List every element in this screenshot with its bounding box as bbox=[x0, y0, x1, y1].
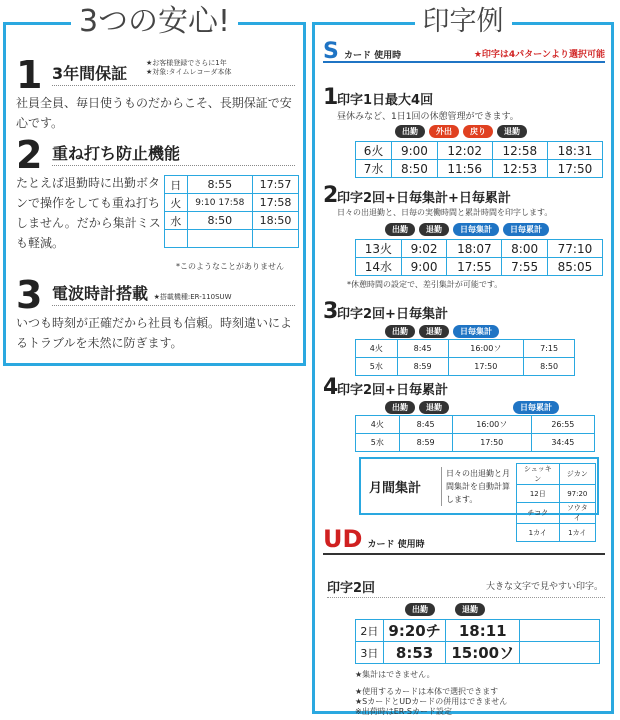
print-3-table bbox=[355, 339, 575, 376]
feature-2-heading: 重ね打ち防止機能 bbox=[52, 144, 181, 163]
divider bbox=[52, 305, 295, 306]
ud-labels: 出勤 退勤 bbox=[405, 603, 485, 616]
left-panel-title: 3つの安心! bbox=[6, 3, 303, 41]
table-row: シュッキン ジカン bbox=[517, 464, 596, 485]
monthly-summary-box bbox=[359, 457, 599, 537]
s-card-header: S カード 使用時 ★印字は4パターンより選択可能 bbox=[323, 39, 605, 64]
print-3-number: 3 bbox=[323, 299, 339, 324]
table-row: 13火 9:02 18:07 8:00 77:10 bbox=[356, 240, 603, 258]
print-2-heading: 印字2回+日毎集計+日毎累計 bbox=[337, 191, 511, 206]
right-panel bbox=[312, 6, 614, 716]
feature-1-heading: 3年間保証 bbox=[52, 64, 128, 83]
overlap-example-table bbox=[164, 175, 299, 248]
feature-3 bbox=[16, 275, 295, 365]
print-1-desc: 昼休みなど、1日1回の休憩管理ができます。 bbox=[337, 112, 519, 122]
ud-table bbox=[355, 619, 600, 664]
overlap-caption: *このようなことがありません bbox=[176, 262, 284, 271]
print-2-table bbox=[355, 239, 603, 276]
ud-sub: 大きな文字で見やすい印字。 bbox=[485, 582, 603, 592]
table-row: 火 9:10 17:58 17:58 bbox=[165, 194, 299, 212]
feature-3-heading: 電波時計搭載 ★搭載機種:ER-110SUW bbox=[52, 284, 232, 303]
print-2-note: *休憩時間の設定で、差引集計が可能です。 bbox=[347, 280, 503, 289]
divider bbox=[52, 85, 295, 86]
print-1-number: 1 bbox=[323, 85, 339, 110]
feature-2-body: たとえば退勤時に出勤ボタンで操作をしても重ね打ちしません。だから集計ミスも軽減。 bbox=[16, 176, 161, 250]
print-1-table bbox=[355, 141, 603, 178]
feature-1-body: 社員全員、毎日使うものだからこそ、長期保証で安心です。 bbox=[16, 96, 292, 130]
feature-3-number: 3 bbox=[16, 273, 43, 317]
table-row: 5水 8:59 17:50 8:50 bbox=[356, 358, 575, 376]
print-4-labels: 出勤 退勤 日毎累計 bbox=[385, 401, 559, 414]
left-panel bbox=[3, 4, 306, 366]
feature-1-number: 1 bbox=[16, 53, 43, 97]
print-2-number: 2 bbox=[323, 183, 339, 208]
table-row: 2日 9:20チ 18:11 bbox=[356, 620, 600, 642]
monthly-desc: 日々の出退勤と月間集計を自動計算します。 bbox=[441, 467, 511, 506]
print-4-table bbox=[355, 415, 595, 452]
ud-card-header: UD カード 使用時 bbox=[323, 525, 605, 555]
divider bbox=[327, 597, 605, 598]
feature-1-notes: ★お客様登録でさらに1年 ★対象:タイムレコーダ本体 bbox=[146, 59, 232, 76]
table-row: 1カイ 1カイ bbox=[517, 524, 596, 542]
table-row: 4火 8:45 16:00ソ 26:55 bbox=[356, 416, 595, 434]
print-3-labels: 出勤 退勤 日毎集計 bbox=[385, 325, 499, 338]
print-2-labels: 出勤 退勤 日毎集計 日毎累計 bbox=[385, 223, 549, 236]
table-row: 14水 9:00 17:55 7:55 85:05 bbox=[356, 258, 603, 276]
ud-heading: 印字2回 bbox=[327, 581, 376, 596]
print-4-heading: 印字2回+日毎累計 bbox=[337, 383, 448, 398]
feature-2 bbox=[16, 135, 295, 275]
print-1-labels: 出勤 外出 戻り 退勤 bbox=[395, 125, 527, 138]
table-row: 5水 8:59 17:50 34:45 bbox=[356, 434, 595, 452]
table-row bbox=[165, 230, 299, 248]
divider bbox=[52, 165, 295, 166]
right-panel-title: 印字例 bbox=[315, 3, 611, 41]
print-2-desc: 日々の出退勤と、日毎の実働時間と累計時間を印字します。 bbox=[337, 208, 553, 217]
table-row: 12日 97:20 bbox=[517, 485, 596, 503]
table-row: 7水 8:50 11:56 12:53 17:50 bbox=[356, 160, 603, 178]
table-row: 日 8:55 17:57 bbox=[165, 176, 299, 194]
feature-3-body: いつも時刻が正確だから社員も信頼。時刻違いによるトラブルを未然に防ぎます。 bbox=[16, 316, 293, 350]
monthly-title: 月間集計 bbox=[369, 481, 422, 496]
feature-1 bbox=[16, 55, 295, 135]
print-1-heading: 印字1日最大4回 bbox=[337, 93, 434, 108]
feature-2-number: 2 bbox=[16, 133, 43, 177]
ud-note: ★集計はできません。 bbox=[355, 670, 435, 679]
print-3-heading: 印字2回+日毎集計 bbox=[337, 307, 448, 322]
table-row: 3日 8:53 15:00ソ bbox=[356, 642, 600, 664]
table-row: 6火 9:00 12:02 12:58 18:31 bbox=[356, 142, 603, 160]
table-row: 水 8:50 18:50 bbox=[165, 212, 299, 230]
table-row: チコク ソウタイ bbox=[517, 503, 596, 524]
table-row: 4火 8:45 16:00ソ 7:15 bbox=[356, 340, 575, 358]
print-4-number: 4 bbox=[323, 375, 339, 400]
footer-notes: ★使用するカードは本体で選択できます ★SカードとUDカードの併用はできません ※出荷時はER-Sカード設定 bbox=[355, 687, 508, 716]
